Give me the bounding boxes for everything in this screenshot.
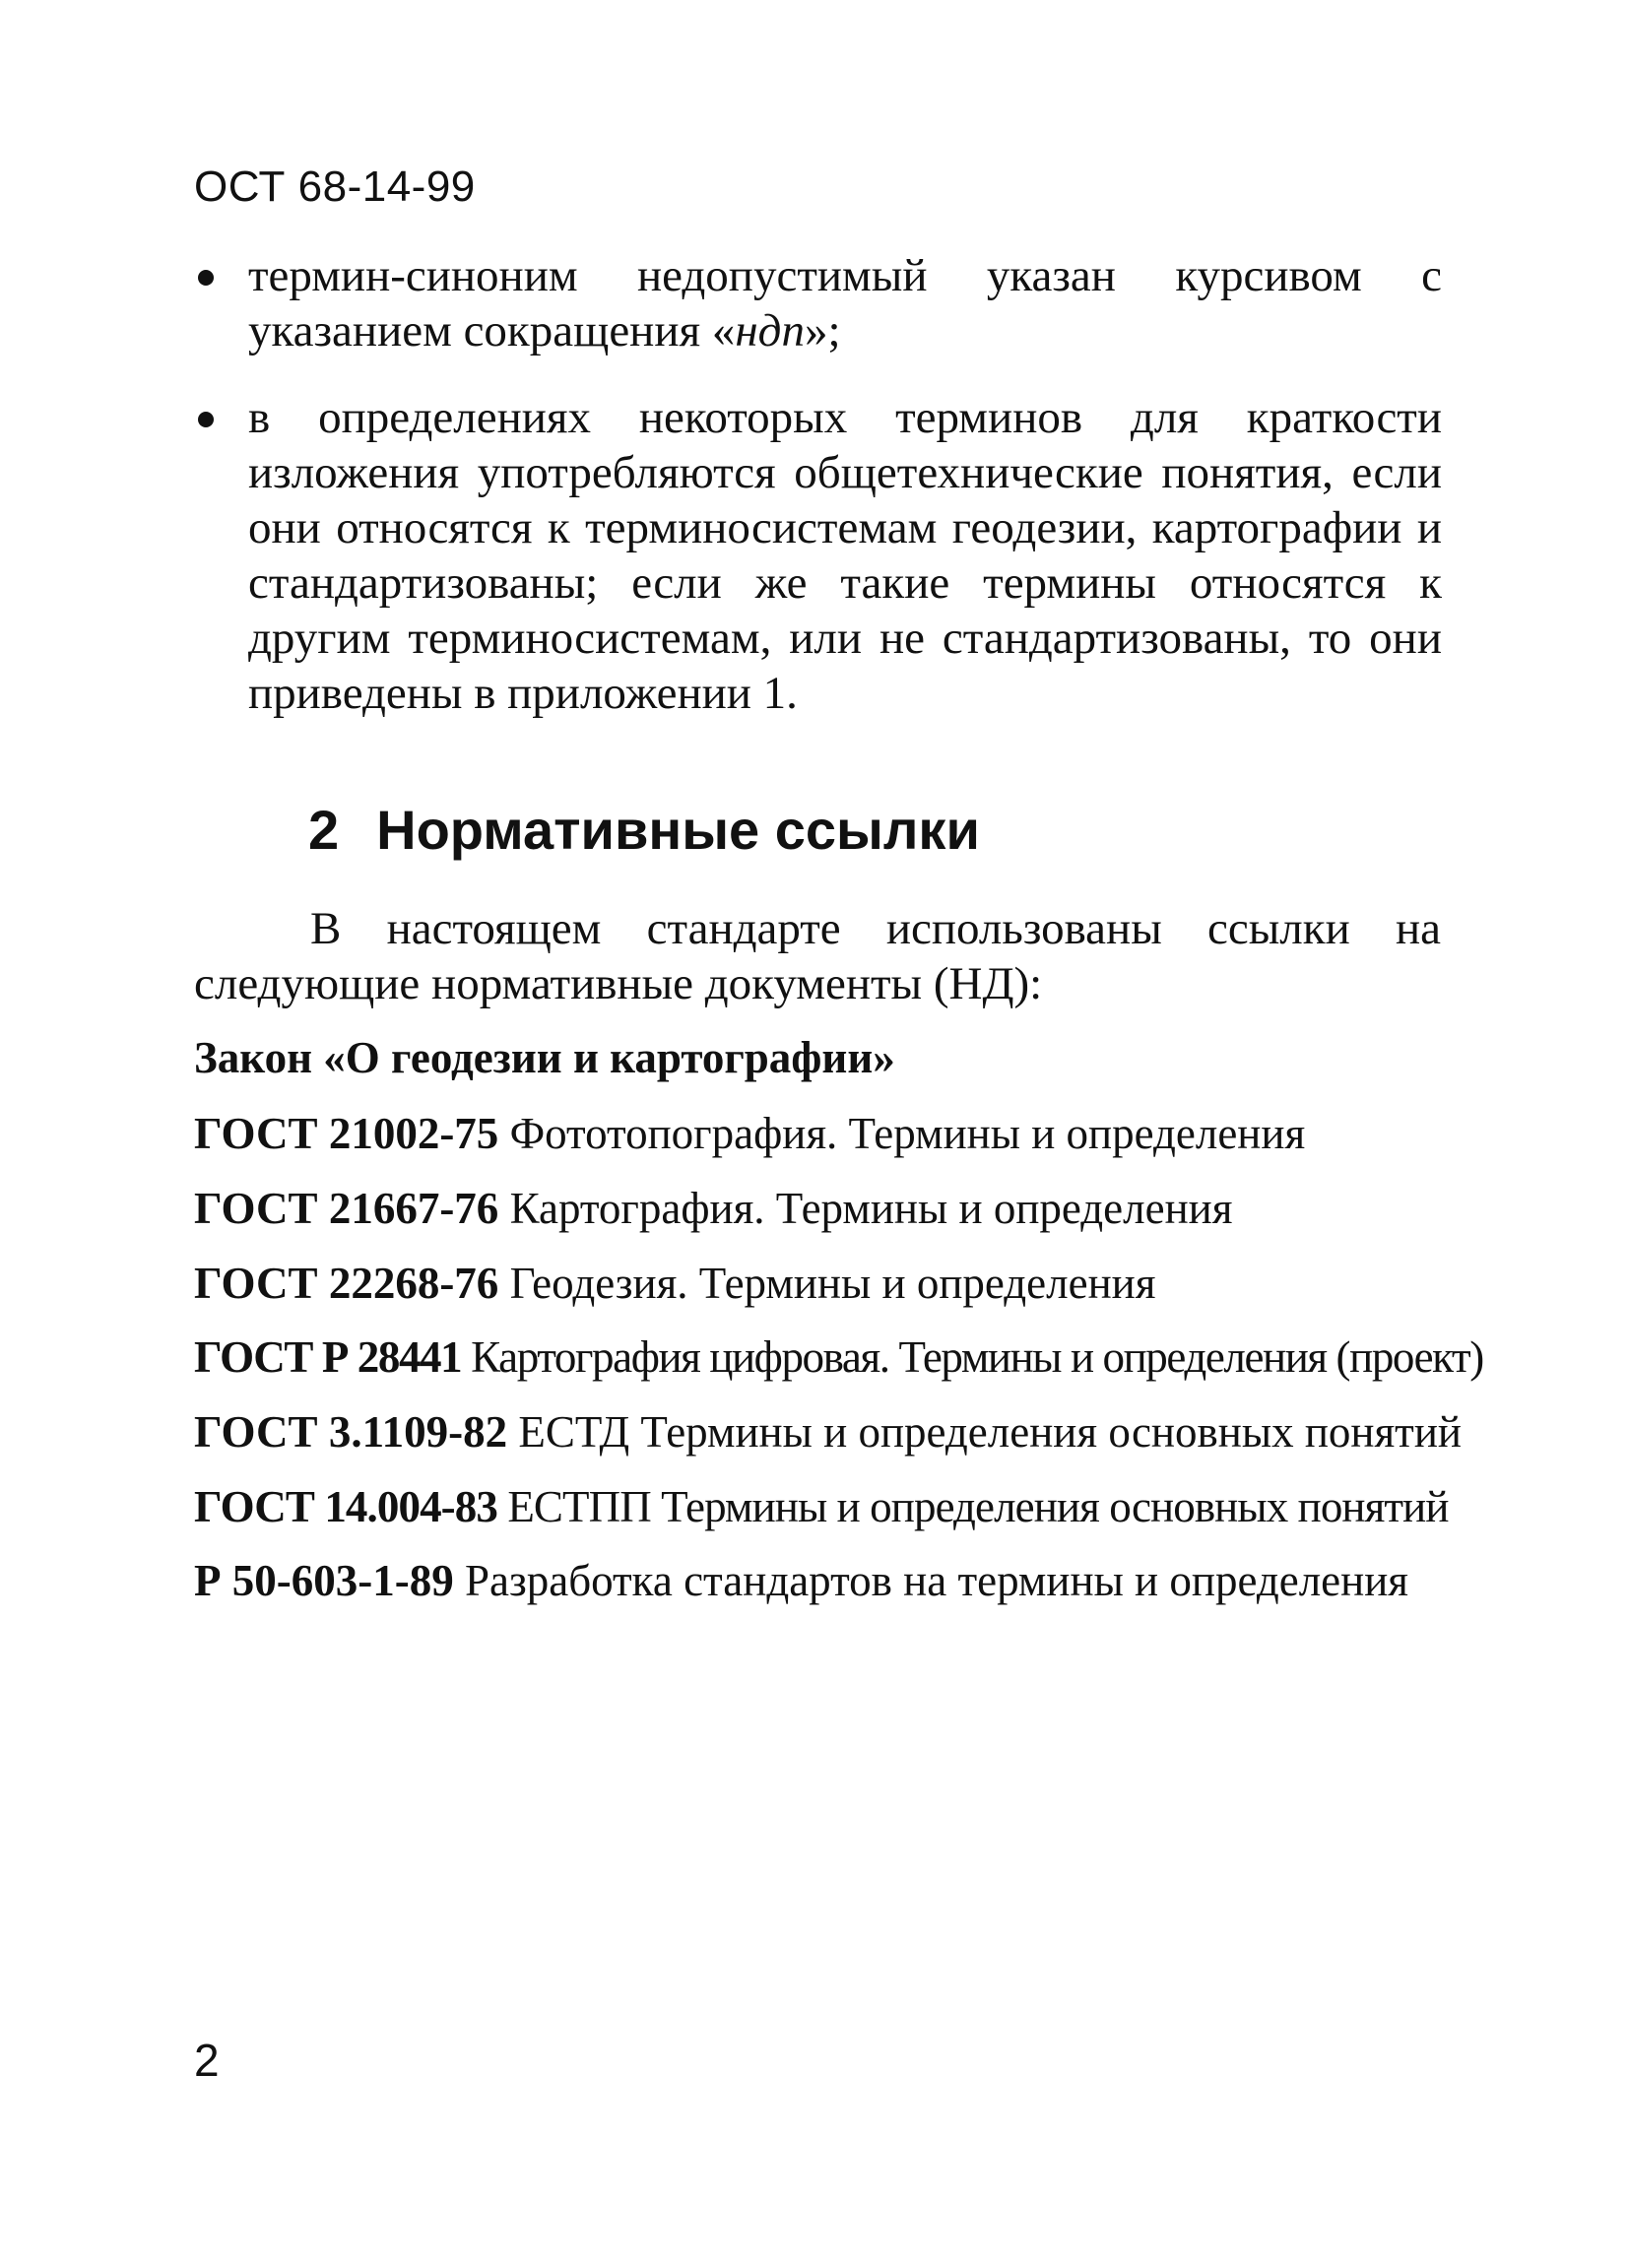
reference-item — [194, 1479, 1449, 1534]
reference-title: ЕСТПП Термины и определения основных понятий — [507, 1482, 1449, 1531]
reference-code: ГОСТ Р 28441 — [194, 1332, 462, 1382]
reference-item — [194, 1106, 1305, 1161]
reference-title: ЕСТД Термины и определения основных понятий — [518, 1407, 1463, 1457]
section-number: 2 — [308, 799, 340, 861]
reference-item — [194, 1404, 1462, 1459]
reference-item — [194, 1181, 1232, 1236]
reference-title: Разработка стандартов на термины и определения — [464, 1556, 1409, 1605]
bullet-dot-icon — [198, 270, 214, 286]
section-heading — [308, 796, 980, 865]
reference-code: ГОСТ 22268-76 — [194, 1259, 499, 1308]
abbreviation-ndp: ндп — [735, 305, 805, 356]
reference-item — [194, 1553, 1408, 1608]
page-number: 2 — [194, 2035, 220, 2086]
reference-title: Геодезия. Термины и определения — [509, 1259, 1156, 1308]
reference-code: ГОСТ 14.004-83 — [194, 1482, 497, 1531]
bullet-dot-icon — [198, 412, 214, 427]
reference-code: ГОСТ 21002-75 — [194, 1109, 499, 1158]
reference-item — [194, 1030, 895, 1085]
reference-item — [194, 1329, 1483, 1385]
reference-code: Закон «О геодезии и картографии» — [194, 1033, 895, 1082]
section-intro: В настоящем стандарте использованы ссылки на следующие нормативные документы (НД): — [194, 903, 1441, 1009]
reference-code: ГОСТ 21667-76 — [194, 1184, 499, 1233]
reference-title: Картография. Термины и определения — [509, 1184, 1233, 1233]
reference-code: Р 50-603-1-89 — [194, 1556, 454, 1605]
reference-code: ГОСТ 3.1109-82 — [194, 1407, 508, 1457]
reference-item — [194, 1256, 1155, 1311]
reference-title: Фототопография. Термины и определения — [509, 1109, 1306, 1158]
bullet-text: термин-синоним недопустимый указан курсивом с указанием сокращения «ндп»; — [248, 250, 1442, 356]
reference-title: Картография цифровая. Термины и определения (проект) — [471, 1332, 1483, 1382]
bullet-text: в определениях некоторых терминов для краткости изложения употребляются общетехнические понятия, если они относятся к терминосистемам геодезии, картографии и стандартизованы; если же такие термины относятся к другим терминосистемам, или не стандартизованы, то они приведены в приложении 1. — [248, 392, 1442, 719]
section-title: Нормативные ссылки — [376, 799, 980, 861]
document-code: ОСТ 68-14-99 — [194, 162, 476, 211]
